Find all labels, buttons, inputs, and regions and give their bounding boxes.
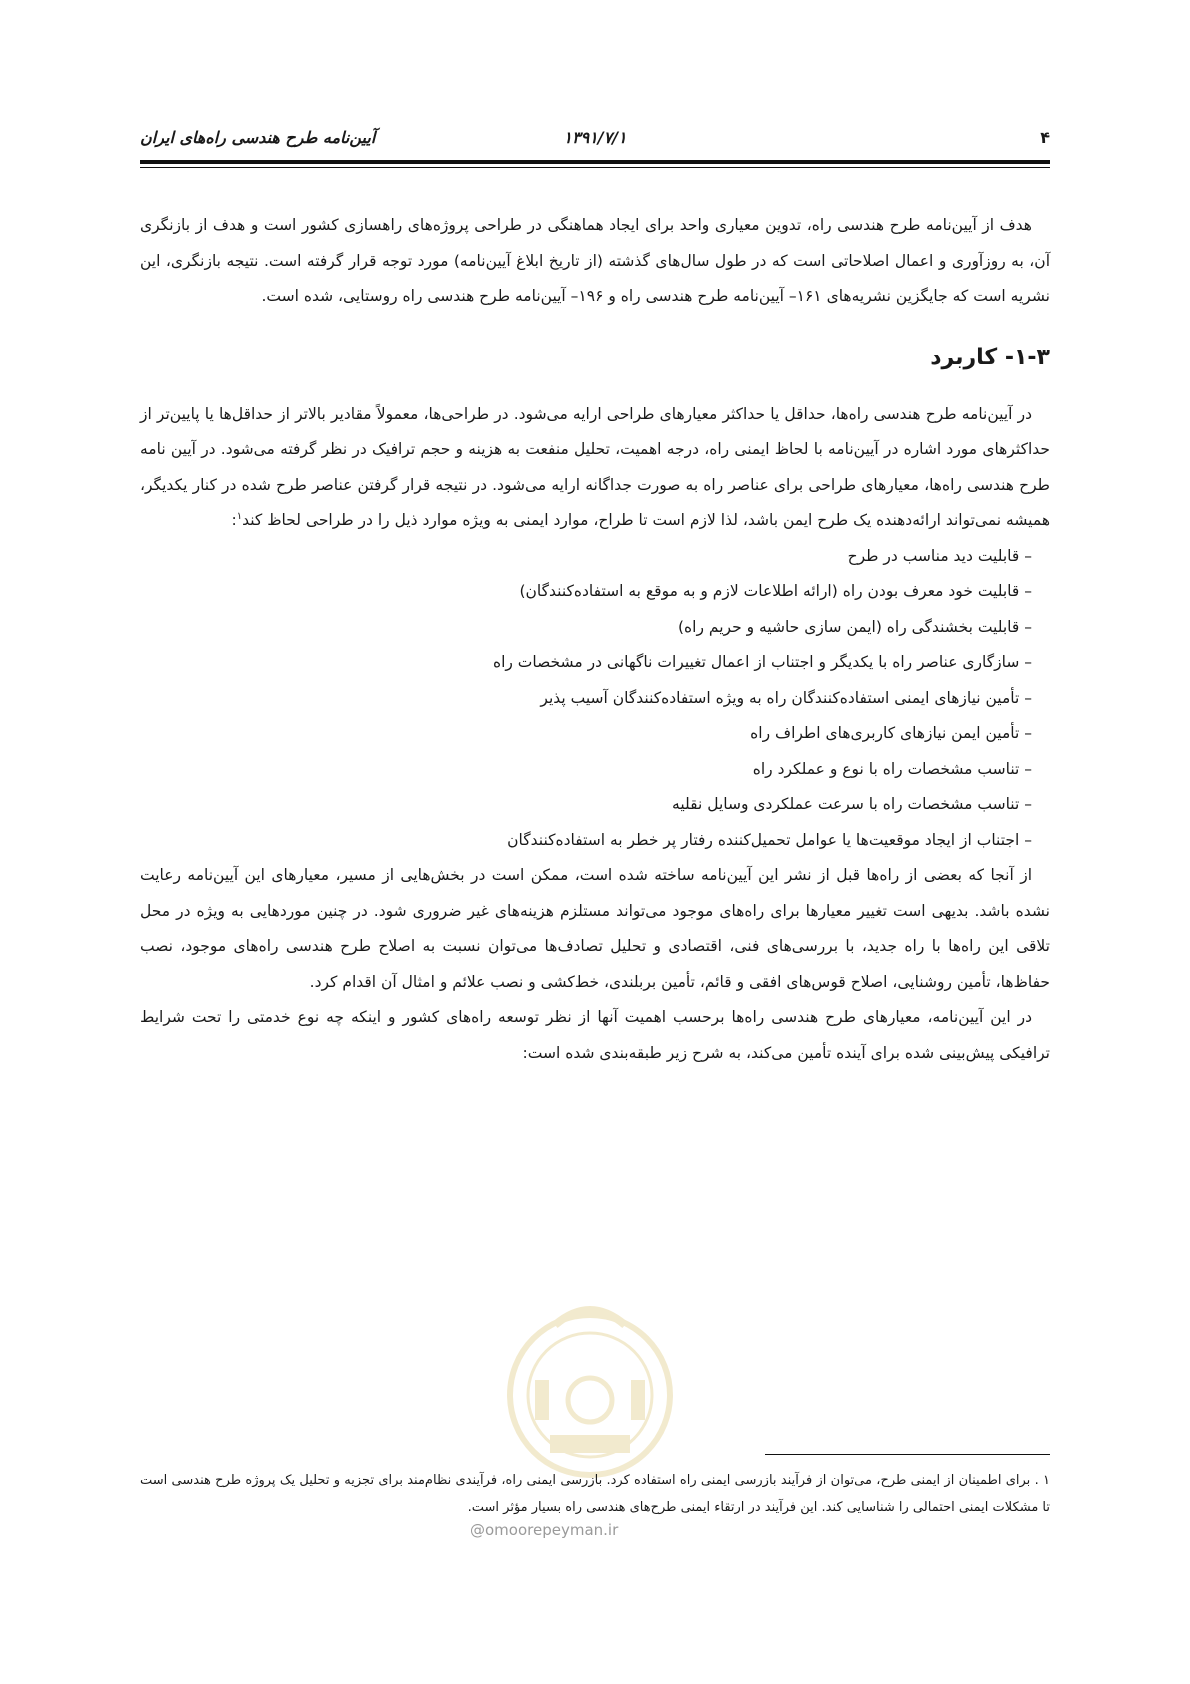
usage-paragraph-text: در آیین‌نامه طرح هندسی راه‌ها، حداقل یا حداکثر معیارهای طراحی ارایه می‌شود. در طراحی‌ها، معمولاً مقادیر بالاتر از حداقل‌ها یا پایین‌تر از حداکثرهای مورد اشاره در آیین‌نامه با لحاظ ایمنی راه، درجه اهمیت، تحلیل منفعت به هزینه و حجم ترافیک در نظر گرفته می‌شود. در آیین نامه طرح هندسی راه‌ها، معیارهای طراحی برای عناصر راه به صورت جداگانه ارایه می‌شود. در نتیجه قرار گرفتن عناصر طرح شده در کنار یکدیگر، همیشه نمی‌تواند ارائه‌دهنده یک طرح ایمن باشد، لذا لازم است تا طراح، موارد ایمنی به ویژه موارد ذیل را در طراحی لحاظ کند — [140, 404, 1050, 529]
list-item: – قابلیت دید مناسب در طرح — [140, 539, 1032, 575]
list-item: – اجتناب از ایجاد موقعیت‌ها یا عوامل تحمیل‌کننده رفتار پر خطر به استفاده‌کنندگان — [140, 823, 1032, 859]
page-header — [140, 118, 1050, 158]
page-number: ۴ — [1040, 128, 1050, 147]
classification-paragraph: در این آیین‌نامه، معیارهای طرح هندسی راه‌ها برحسب اهمیت آنها از نظر توسعه راه‌های کشور و اینکه چه نوع خدمتی را تحت شرایط ترافیکی پیش‌بینی شده برای آینده تأمین می‌کند، به شرح زیر طبقه‌بندی شده است: — [140, 1008, 1050, 1062]
list-item: – قابلیت بخشندگی راه (ایمن سازی حاشیه و حریم راه) — [140, 610, 1032, 646]
header-rule-thin — [140, 167, 1050, 168]
header-rule-thick — [140, 160, 1050, 164]
usage-paragraph-colon: : — [231, 511, 237, 529]
list-item: – تأمین نیازهای ایمنی استفاده‌کنندگان راه به ویژه استفاده‌کنندگان آسیب پذیر — [140, 681, 1032, 717]
list-item: – تأمین ایمن نیازهای کاربری‌های اطراف راه — [140, 716, 1032, 752]
main-content — [140, 208, 1050, 1071]
footnote-reference[interactable]: ۱ — [236, 510, 243, 522]
header-title: آیین‌نامه طرح هندسی راه‌های ایران — [140, 128, 376, 147]
footnote-separator — [765, 1454, 1050, 1455]
usage-paragraph — [140, 397, 1050, 539]
list-item: – تناسب مشخصات راه با نوع و عملکرد راه — [140, 752, 1032, 788]
existing-roads-paragraph: از آنجا که بعضی از راه‌ها قبل از نشر این آیین‌نامه ساخته شده است، ممکن است در بخش‌هایی از مسیر، معیارهای این آیین‌نامه رعایت نشده باشد. بدیهی است تغییر معیارها برای راه‌های موجود می‌تواند مستلزم هزینه‌های غیر ضروری شود. در چنین موردهایی به ویژه در محل تلاقی این راه‌ها با راه جدید، با بررسی‌های فنی، اقتصادی و تحلیل تصادف‌ها می‌توان نسبت به اصلاح طرح هندسی راه‌های موجود، نصب حفاظ‌ها، تأمین روشنایی، اصلاح قوس‌های افقی و قائم، تأمین بربلندی، خط‌کشی و نصب علائم و امثال آن اقدام کرد. — [140, 866, 1050, 991]
header-date: ۱۳۹۱/۷/۱ — [563, 128, 627, 147]
list-item: – قابلیت خود معرف بودن راه (ارائه اطلاعات لازم و به موقع به استفاده‌کنندگان) — [140, 574, 1032, 610]
safety-items-list — [140, 539, 1050, 859]
footnote: ۱ . برای اطمینان از ایمنی طرح، می‌توان از فرآیند بازرسی ایمنی راه استفاده کرد. بازرسی ایمنی راه، فرآیندی نظام‌مند برای تجزیه و تحلیل یک پروژه طرح هندسی است تا مشکلات ایمنی احتمالی را شناسایی کند. این فرآیند در ارتقاء ایمنی طرح‌های هندسی راه بسیار مؤثر است. — [140, 1473, 1050, 1515]
section-heading: ۱-۳- کاربرد — [930, 344, 1050, 370]
list-item: – تناسب مشخصات راه با سرعت عملکردی وسایل نقلیه — [140, 787, 1032, 823]
intro-paragraph: هدف از آیین‌نامه طرح هندسی راه، تدوین معیاری واحد برای ایجاد هماهنگی در طراحی پروژه‌های راهسازی کشور است و هدف از بازنگری آن، به روزآوری و اعمال اصلاحاتی است که در طول سال‌های گذشته (از تاریخ ابلاغ آیین‌نامه) مورد توجه قرار گرفته است. نتیجه بازنگری، این نشریه است که جایگزین نشریه‌های ۱۶۱– آیین‌نامه طرح هندسی راه و ۱۹۶– آیین‌نامه طرح هندسی راه روستایی، شده است. — [140, 216, 1050, 305]
list-item: – سازگاری عناصر راه با یکدیگر و اجتناب از اعمال تغییرات ناگهانی در مشخصات راه — [140, 645, 1032, 681]
watermark-url: @omoorepeyman.ir — [470, 1521, 619, 1539]
